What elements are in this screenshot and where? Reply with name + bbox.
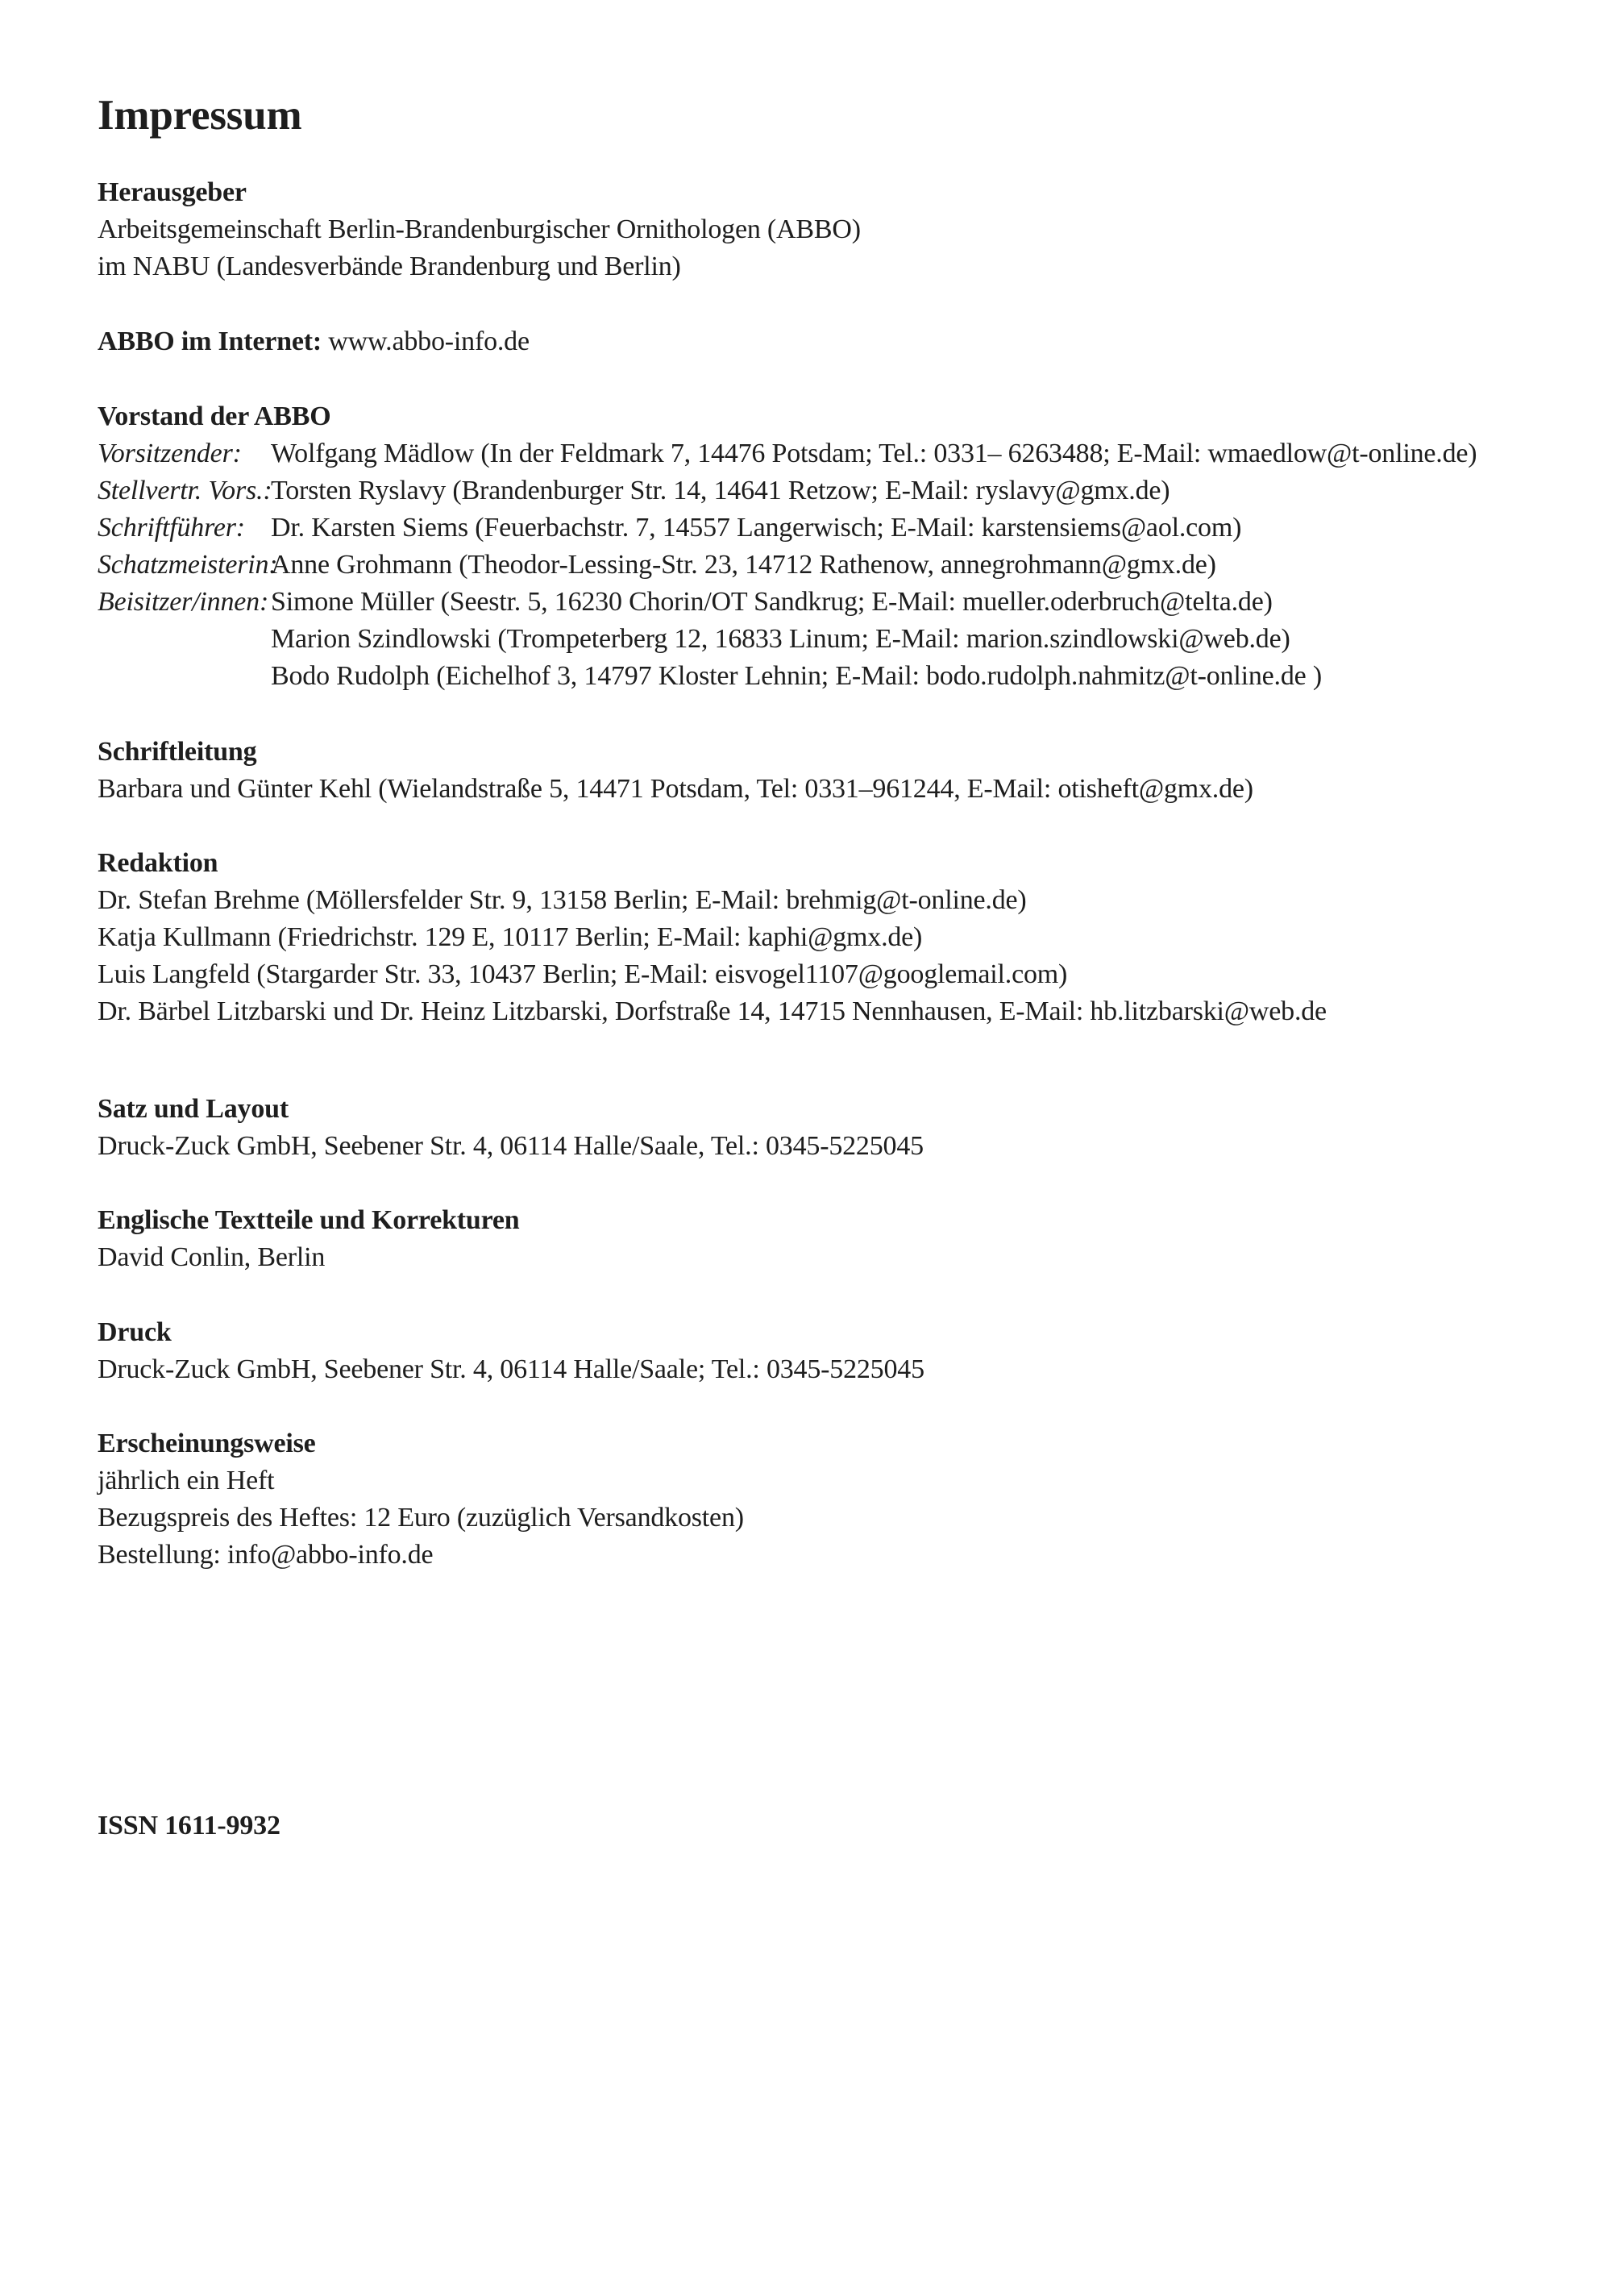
board-member-row xyxy=(98,658,1564,695)
page-title: Impressum xyxy=(98,92,302,139)
english-line: David Conlin, Berlin xyxy=(98,1242,326,1272)
editorial-line: Luis Langfeld (Stargarder Str. 33, 10437 Berlin; E-Mail: eisvogel1107@googlemail.com) xyxy=(98,959,1068,989)
board-member-details: Bodo Rudolph (Eichelhof 3, 14797 Kloster Lehnin; E-Mail: bodo.rudolph.nahmitz@t-online.de ) xyxy=(271,661,1322,691)
editorship-heading: Schriftleitung xyxy=(98,737,257,767)
internet-section xyxy=(98,323,1564,360)
issn: ISSN 1611-9932 xyxy=(98,1811,280,1841)
layout-heading: Satz und Layout xyxy=(98,1094,289,1124)
board-member-row xyxy=(98,621,1564,658)
board-heading: Vorstand der ABBO xyxy=(98,401,331,431)
publication-section xyxy=(98,1425,1564,1574)
publication-line: Bestellung: info@abbo-info.de xyxy=(98,1540,434,1570)
editorship-section xyxy=(98,734,1564,808)
board-member-row xyxy=(98,472,1564,510)
website-link[interactable]: www.abbo-info.de xyxy=(328,327,530,356)
board-role: Beisitzer/innen: xyxy=(98,587,269,617)
board-role-spacer xyxy=(98,658,271,695)
board-member-details: Wolfgang Mädlow (In der Feldmark 7, 14476 Potsdam; Tel.: 0331– 6263488; E-Mail: wmaedlow@t-online.de) xyxy=(271,439,1477,468)
print-line: Druck-Zuck GmbH, Seebener Str. 4, 06114 Halle/Saale; Tel.: 0345-5225045 xyxy=(98,1354,924,1384)
board-member-row xyxy=(98,584,1564,621)
board-role: Vorsitzender: xyxy=(98,439,242,468)
board-member-details: Anne Grohmann (Theodor-Lessing-Str. 23, 14712 Rathenow, annegrohmann@gmx.de) xyxy=(271,550,1216,580)
board-role: Stellvertr. Vors.: xyxy=(98,476,272,505)
internet-label: ABBO im Internet: xyxy=(98,327,322,356)
publisher-heading: Herausgeber xyxy=(98,177,247,207)
editorship-line: Barbara und Günter Kehl (Wielandstraße 5, 14471 Potsdam, Tel: 0331–961244, E-Mail: otisheft@gmx.de) xyxy=(98,774,1253,804)
board-member-details: Torsten Ryslavy (Brandenburger Str. 14, 14641 Retzow; E-Mail: ryslavy@gmx.de) xyxy=(271,476,1170,505)
board-role-spacer xyxy=(98,621,271,658)
print-heading: Druck xyxy=(98,1317,172,1347)
editorial-section xyxy=(98,845,1564,1030)
board-member-row xyxy=(98,510,1564,547)
english-section xyxy=(98,1202,1564,1276)
board-member-row xyxy=(98,435,1564,472)
publisher-line: im NABU (Landesverbände Brandenburg und Berlin) xyxy=(98,252,681,281)
layout-line: Druck-Zuck GmbH, Seebener Str. 4, 06114 Halle/Saale, Tel.: 0345-5225045 xyxy=(98,1131,924,1161)
publisher-line: Arbeitsgemeinschaft Berlin-Brandenburgischer Ornithologen (ABBO) xyxy=(98,214,861,244)
english-heading: Englische Textteile und Korrekturen xyxy=(98,1205,520,1235)
publisher-section xyxy=(98,174,1564,285)
board-role: Schriftführer: xyxy=(98,513,245,543)
editorial-heading: Redaktion xyxy=(98,848,218,878)
issn-section xyxy=(98,1807,1564,1845)
board-member-details: Simone Müller (Seestr. 5, 16230 Chorin/OT Sandkrug; E-Mail: mueller.oderbruch@telta.de) xyxy=(271,587,1273,617)
board-member-row xyxy=(98,547,1564,584)
print-section xyxy=(98,1314,1564,1388)
publication-line: jährlich ein Heft xyxy=(98,1466,275,1495)
board-role: Schatzmeisterin: xyxy=(98,550,278,580)
publication-heading: Erscheinungsweise xyxy=(98,1429,316,1458)
editorial-line: Dr. Stefan Brehme (Möllersfelder Str. 9, 13158 Berlin; E-Mail: brehmig@t-online.de) xyxy=(98,885,1027,915)
editorial-line: Katja Kullmann (Friedrichstr. 129 E, 10117 Berlin; E-Mail: kaphi@gmx.de) xyxy=(98,922,923,952)
layout-section xyxy=(98,1091,1564,1165)
board-member-details: Marion Szindlowski (Trompeterberg 12, 16833 Linum; E-Mail: marion.szindlowski@web.de) xyxy=(271,624,1290,654)
board-section xyxy=(98,398,1564,695)
publication-line: Bezugspreis des Heftes: 12 Euro (zuzüglich Versandkosten) xyxy=(98,1503,744,1533)
editorial-line: Dr. Bärbel Litzbarski und Dr. Heinz Litzbarski, Dorfstraße 14, 14715 Nennhausen, E-Mail: hb.litzbarski@web.de xyxy=(98,996,1327,1026)
board-member-details: Dr. Karsten Siems (Feuerbachstr. 7, 14557 Langerwisch; E-Mail: karstensiems@aol.com) xyxy=(271,513,1242,543)
